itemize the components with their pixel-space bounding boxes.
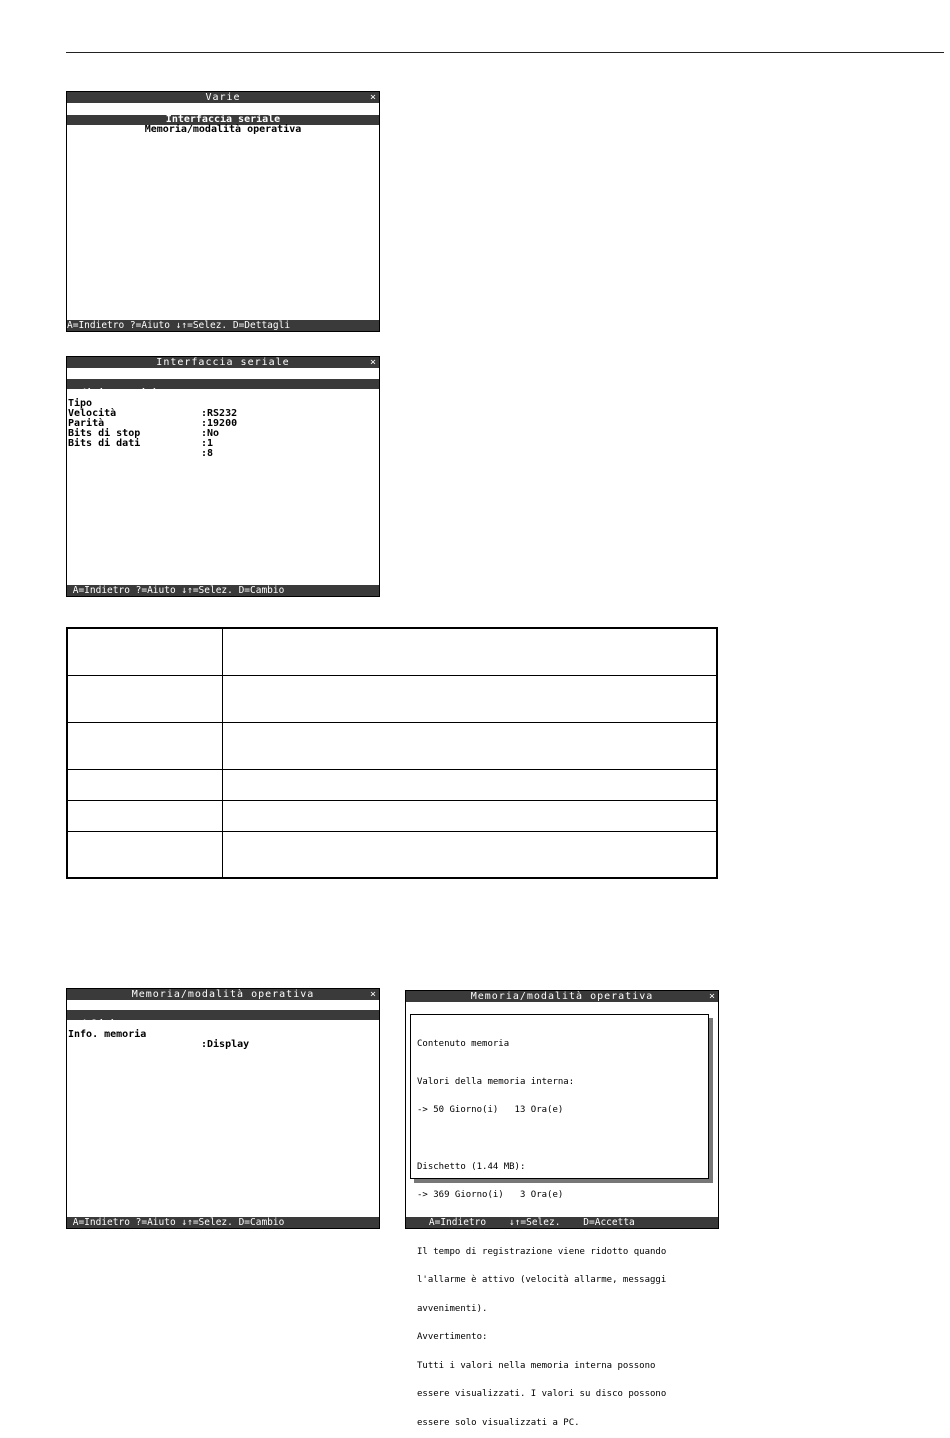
setting-label: Parità (68, 418, 105, 429)
table-row (67, 628, 717, 675)
table-cell (223, 800, 718, 831)
screen-varie (66, 91, 380, 332)
table-row (67, 722, 717, 769)
popup-spacer (417, 1220, 702, 1229)
screen-title-bar (67, 357, 379, 368)
popup-spacer (417, 1135, 702, 1144)
table-cell (67, 800, 223, 831)
table-cell (67, 675, 223, 722)
setting-value: :01 (201, 398, 220, 409)
screen-title-bar (67, 989, 379, 1000)
table-row (67, 675, 717, 722)
setting-value: :RS232 (201, 408, 238, 419)
setting-value: :19200 (201, 418, 238, 429)
popup-line: -> 50 Giorno(i) 13 Ora(e) (417, 1105, 564, 1115)
popup-line: Dischetto (1.44 MB): (417, 1161, 526, 1172)
setting-row-bits-dati[interactable] (67, 429, 379, 459)
close-icon[interactable]: × (369, 357, 376, 368)
setting-value: :Display (201, 1039, 250, 1050)
screen-title: Memoria/modalità operativa (470, 991, 654, 1002)
screen-title-bar (406, 991, 718, 1002)
setting-label: Indirizzo unità (68, 388, 159, 399)
menu-item-interfaccia-seriale[interactable]: Interfaccia seriale (67, 115, 379, 125)
function-key-bar: A=Indietro ?=Aiuto ↓↑=Selez. D=Dettagli (67, 320, 379, 331)
popup-line: essere visualizzati. I valori su disco possono (417, 1389, 667, 1399)
setting-label: Info. memoria (68, 1029, 147, 1040)
table-row (67, 800, 717, 831)
popup-title: Contenuto memoria (417, 1039, 510, 1049)
table-cell (223, 831, 718, 878)
setting-label: Velocità (68, 408, 117, 419)
table-cell (223, 675, 718, 722)
popup-line: Il tempo di registrazione viene ridotto quando (417, 1246, 667, 1257)
function-key-bar: A=Indietro ↓↑=Selez. D=Accetta (406, 1217, 718, 1228)
table-cell (223, 628, 718, 675)
setting-label: Tipo (68, 398, 93, 409)
close-icon[interactable]: × (369, 92, 376, 103)
screen-title: Interfaccia seriale (156, 357, 290, 368)
popup-line: avvenimenti). (417, 1303, 488, 1314)
setting-value: :1 (201, 438, 214, 449)
table-row (67, 831, 717, 878)
popup-line: -> 369 Giorno(i) 3 Ora(e) (417, 1190, 564, 1200)
table-cell (67, 628, 223, 675)
table-cell (223, 722, 718, 769)
popup-line: l'allarme è attivo (velocità allarme, messaggi (417, 1275, 667, 1285)
setting-label: Bits di dati (68, 438, 141, 449)
screen-interfaccia-seriale (66, 356, 380, 597)
popup-line: Avvertimento: (417, 1332, 488, 1342)
table-cell (67, 769, 223, 800)
screen-title: Varie (205, 92, 241, 103)
setting-value: :8 (201, 448, 214, 459)
setting-value: :No (201, 428, 220, 439)
popup-line: Tutti i valori nella memoria interna possono (417, 1360, 656, 1371)
screen-memoria-modalita (66, 988, 380, 1229)
close-icon[interactable]: × (369, 989, 376, 1000)
close-icon[interactable]: × (708, 991, 715, 1002)
popup-line: Valori della memoria interna: (417, 1076, 575, 1087)
setting-value: :Operatività normale (201, 1029, 322, 1040)
menu-item-memoria-modalita[interactable]: Memoria/modalità operativa (144, 124, 302, 135)
setting-label: Modalità operat. (68, 1019, 165, 1030)
screen-title: Memoria/modalità operativa (131, 989, 315, 1000)
table-cell (67, 722, 223, 769)
parameter-table (66, 627, 718, 879)
screen-title-bar (67, 92, 379, 103)
table-row (67, 769, 717, 800)
table-cell (67, 831, 223, 878)
function-key-bar: A=Indietro ?=Aiuto ↓↑=Selez. D=Cambio (67, 1217, 379, 1228)
header-rule (66, 52, 944, 53)
function-key-bar: A=Indietro ?=Aiuto ↓↑=Selez. D=Cambio (67, 585, 379, 596)
setting-label: Bits di stop (68, 428, 141, 439)
popup-line: essere solo visualizzati a PC. (417, 1417, 580, 1428)
table-cell (223, 769, 718, 800)
